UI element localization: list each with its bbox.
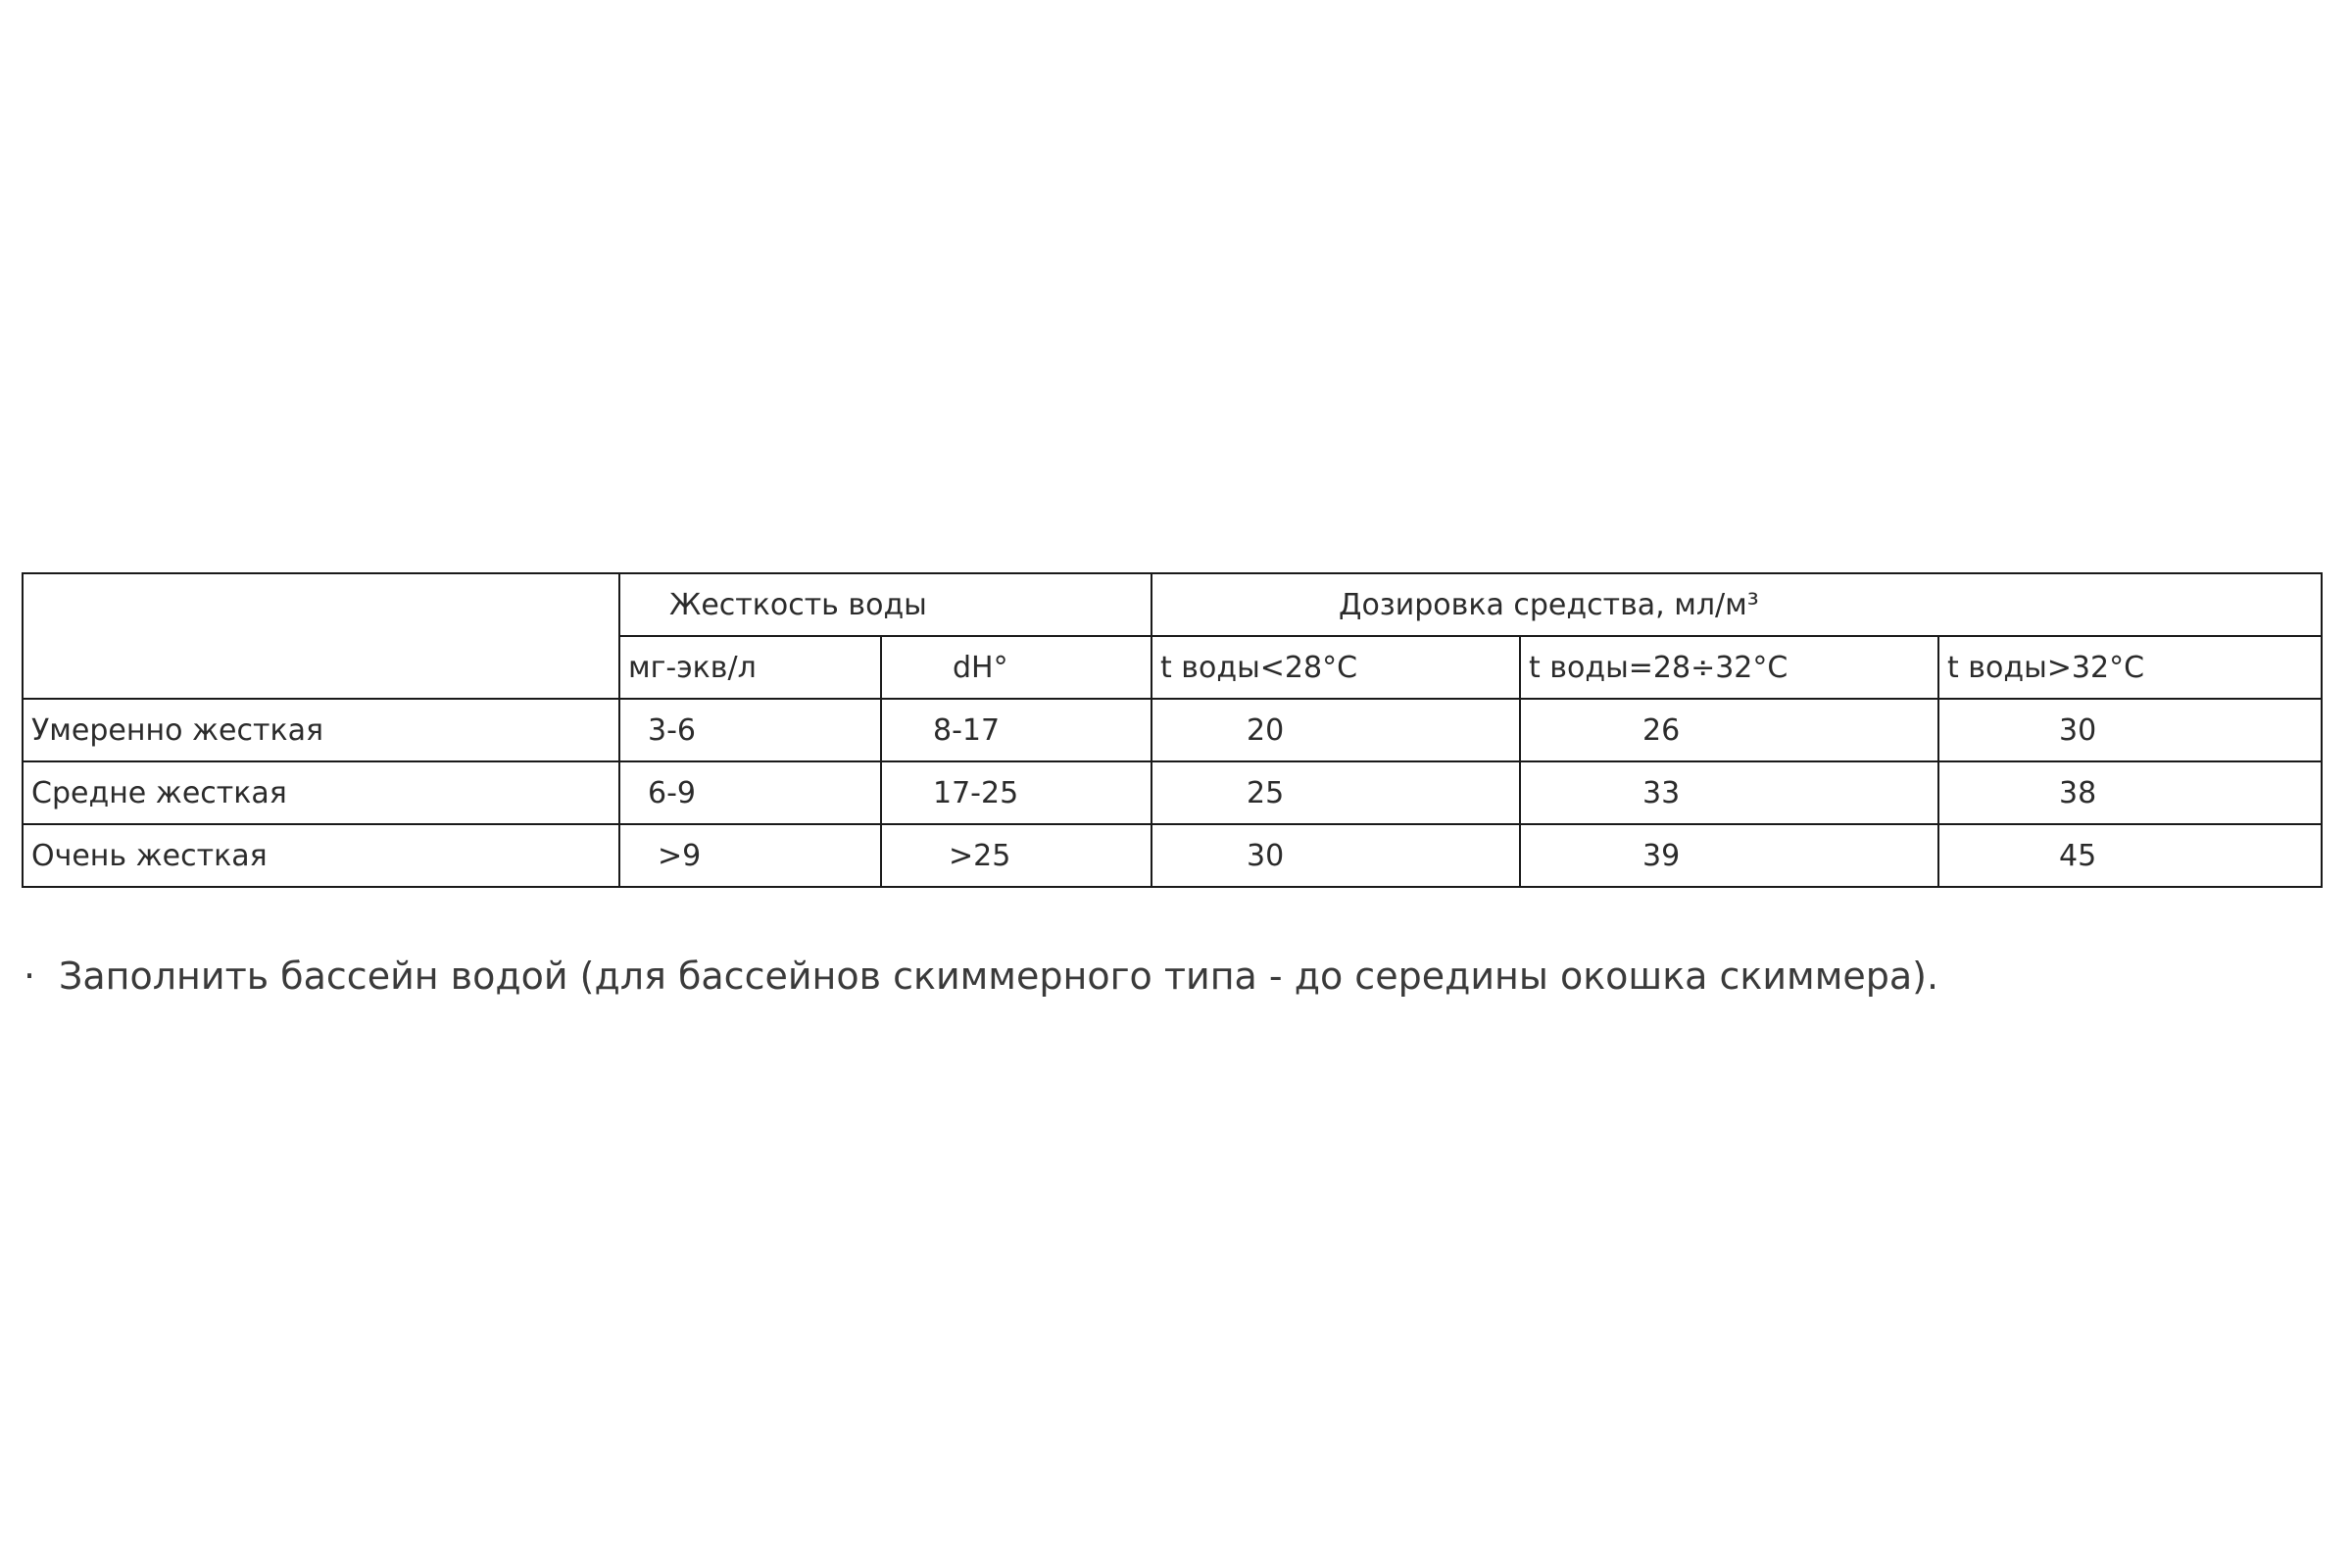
header-t-low: t воды<28°C xyxy=(1152,636,1520,699)
header-empty-cell xyxy=(23,573,619,699)
row-dh: 8-17 xyxy=(881,699,1152,761)
header-t-mid: t воды=28÷32°C xyxy=(1520,636,1938,699)
row-t-high: 30 xyxy=(1938,699,2322,761)
row-t-mid: 33 xyxy=(1520,761,1938,824)
table-row xyxy=(23,699,2322,761)
header-dosage: Дозировка средства, мл/м³ xyxy=(1152,573,2322,636)
row-dh: 17-25 xyxy=(881,761,1152,824)
instruction-text: Заполнить бассейн водой (для бассейнов скиммерного типа - до середины окошка скиммера). xyxy=(59,955,1939,998)
instruction-note xyxy=(24,955,1938,998)
row-t-mid: 26 xyxy=(1520,699,1938,761)
row-t-low: 30 xyxy=(1152,824,1520,887)
header-water-hardness: Жесткость воды xyxy=(619,573,1152,636)
dosage-table xyxy=(22,572,2323,888)
row-t-high: 38 xyxy=(1938,761,2322,824)
bullet-point: · xyxy=(24,955,36,998)
table-header-row-1 xyxy=(23,573,2322,636)
table-row xyxy=(23,824,2322,887)
row-name: Очень жесткая xyxy=(23,824,619,887)
row-t-low: 20 xyxy=(1152,699,1520,761)
header-dh: dH° xyxy=(881,636,1152,699)
row-t-high: 45 xyxy=(1938,824,2322,887)
row-t-low: 25 xyxy=(1152,761,1520,824)
row-dh: >25 xyxy=(881,824,1152,887)
row-t-mid: 39 xyxy=(1520,824,1938,887)
table-row xyxy=(23,761,2322,824)
header-t-high: t воды>32°C xyxy=(1938,636,2322,699)
row-mg-eq: 3-6 xyxy=(619,699,881,761)
row-name: Умеренно жесткая xyxy=(23,699,619,761)
row-mg-eq: >9 xyxy=(619,824,881,887)
header-mg-eq: мг-экв/л xyxy=(619,636,881,699)
row-mg-eq: 6-9 xyxy=(619,761,881,824)
row-name: Средне жесткая xyxy=(23,761,619,824)
